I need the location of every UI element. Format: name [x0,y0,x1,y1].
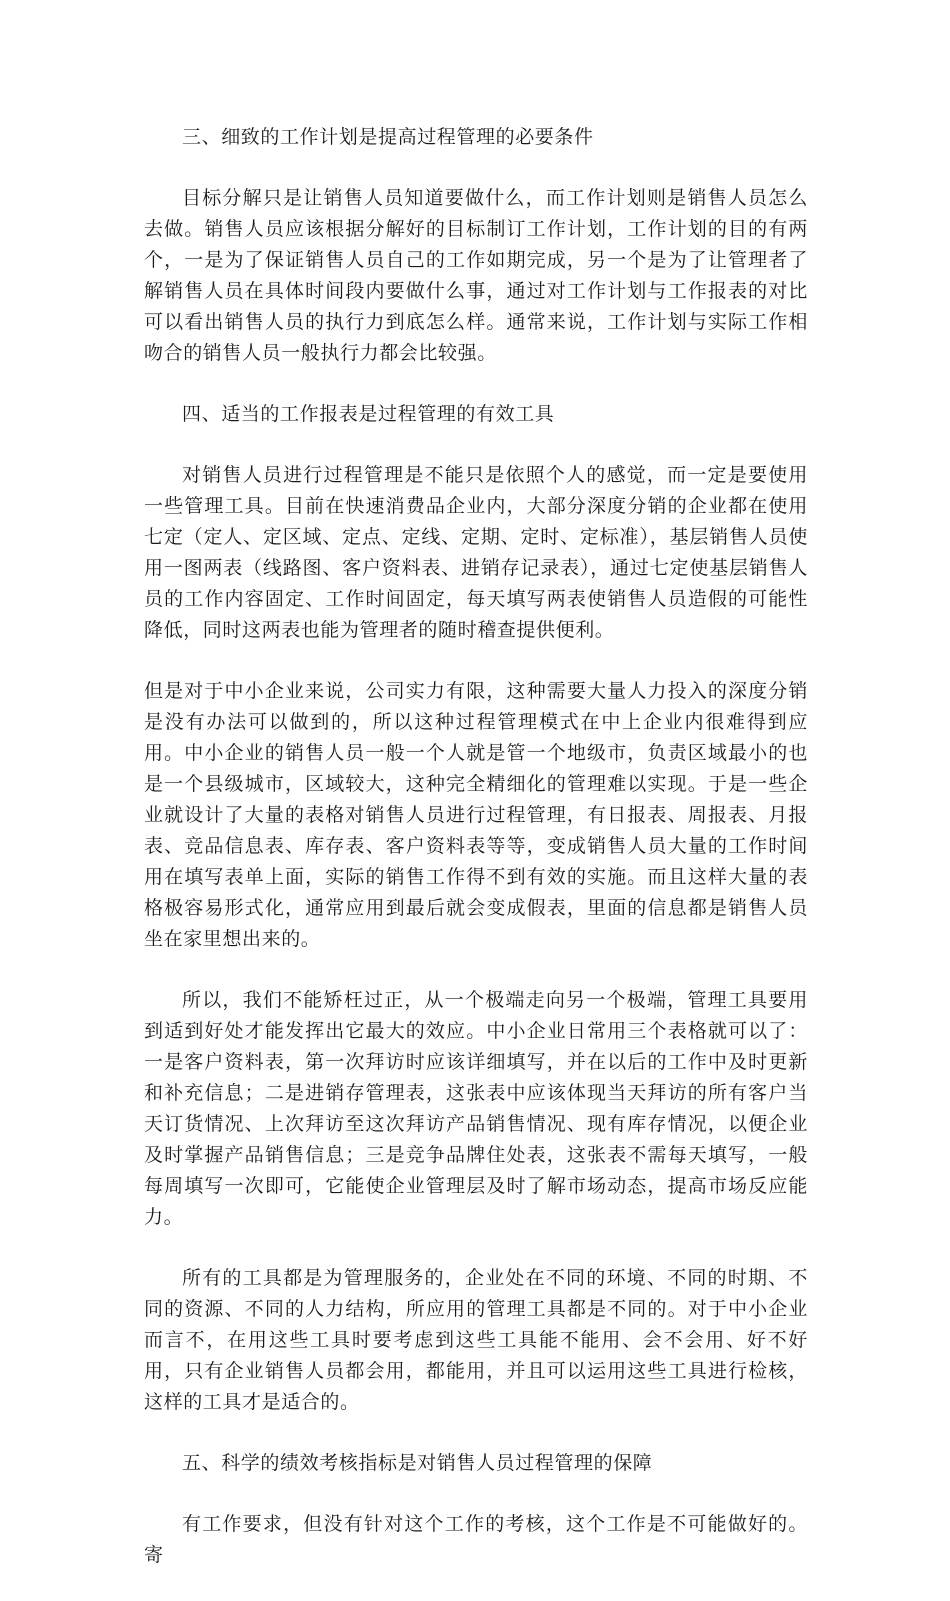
section-heading-5: 五、科学的绩效考核指标是对销售人员过程管理的保障 [182,1452,653,1474]
paragraph-performance-assessment: 有工作要求，但没有针对这个工作的考核，这个工作是不可能做好的。寄 [144,1513,808,1566]
paragraph-three-tables: 所以，我们不能矫枉过正，从一个极端走向另一个极端，管理工具要用到适到好处才能发挥出它最大的效应。中小企业日常用三个表格就可以了：一是客户资料表，第一次拜访时应该详细填写，并在以后的工作中及时更新和补充信息；二是进销存管理表，这张表中应该体现当天拜访的所有客户当天订货情况、上次拜访至这次拜访产品销售情况、现有库存情况，以便企业及时掌握产品销售信息；三是竞争品牌住处表，这张表不需每天填写，一般每周填写一次即可，它能使企业管理层及时了解市场动态，提高市场反应能力。 [144,989,808,1228]
paragraph-sme-limits: 但是对于中小企业来说，公司实力有限，这种需要大量人力投入的深度分销是没有办法可以做到的，所以这种过程管理模式在中上企业内很难得到应用。中小企业的销售人员一般一个人就是管一个地级市，负责区域最小的也是一个县级城市，区域较大，这种完全精细化的管理难以实现。于是一些企业就设计了大量的表格对销售人员进行过程管理，有日报表、周报表、月报表、竞品信息表、库存表、客户资料表等等，变成销售人员大量的工作时间用在填写表单上面，实际的销售工作得不到有效的实施。而且这样大量的表格极容易形式化，通常应用到最后就会变成假表，里面的信息都是销售人员坐在家里想出来的。 [144,680,808,950]
paragraph-management-tools: 对销售人员进行过程管理是不能只是依照个人的感觉，而一定是要使用一些管理工具。目前在快速消费品企业内，大部分深度分销的企业都在使用七定（定人、定区域、定点、定线、定期、定时、定标准），基层销售人员使用一图两表（线路图、客户资料表、进销存记录表），通过七定使基层销售人员的工作内容固定、工作时间固定，每天填写两表使销售人员造假的可能性降低，同时这两表也能为管理者的随时稽查提供便利。 [144,464,808,641]
paragraph-work-plan: 目标分解只是让销售人员知道要做什么，而工作计划则是销售人员怎么去做。销售人员应该根据分解好的目标制订工作计划，工作计划的目的有两个，一是为了保证销售人员自己的工作如期完成，另一个是为了让管理者了解销售人员在具体时间段内要做什么事，通过对工作计划与工作报表的对比可以看出销售人员的执行力到底怎么样。通常来说，工作计划与实际工作相吻合的销售人员一般执行力都会比较强。 [144,187,808,364]
section-heading-4: 四、适当的工作报表是过程管理的有效工具 [182,403,555,425]
document-page [144,122,808,1601]
paragraph-tools-serve-management: 所有的工具都是为管理服务的，企业处在不同的环境、不同的时期、不同的资源、不同的人力结构，所应用的管理工具都是不同的。对于中小企业而言不，在用这些工具时要考虑到这些工具能不能用、会不会用、好不好用，只有企业销售人员都会用，都能用，并且可以运用这些工具进行检核，这样的工具才是适合的。 [144,1267,808,1413]
section-heading-3: 三、细致的工作计划是提高过程管理的必要条件 [182,126,594,148]
